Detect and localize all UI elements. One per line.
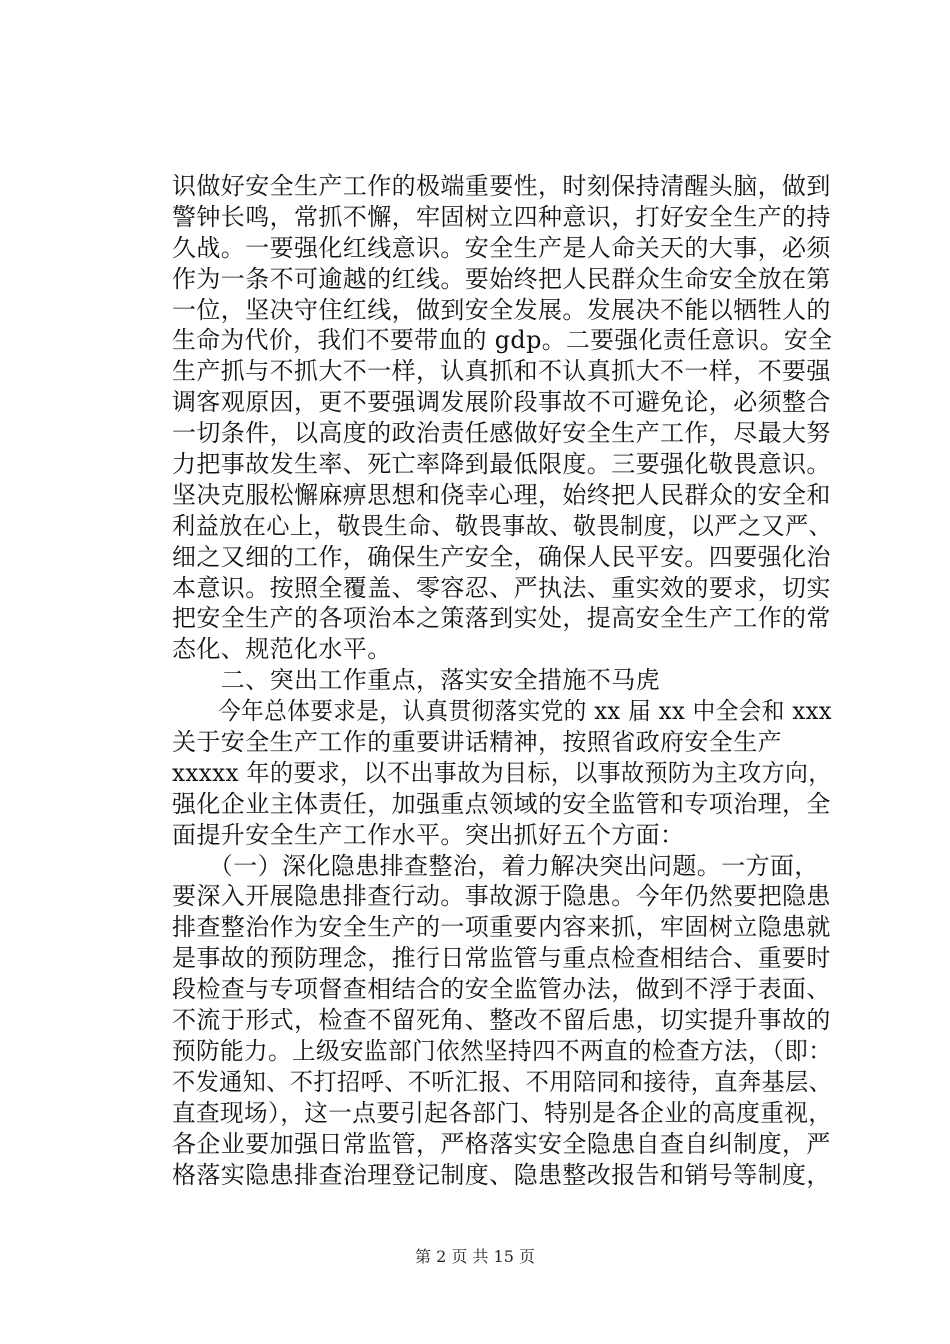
text-line: 力把事故发生率、死亡率降到最低限度。三要强化敬畏意识。 <box>172 450 831 479</box>
text-line: 今年总体要求是，认真贯彻落实党的 xx 届 xx 中全会和 xxx <box>172 697 832 726</box>
text-line: 态化、规范化水平。 <box>172 635 392 664</box>
text-line: 作为一条不可逾越的红线。要始终把人民群众生命安全放在第 <box>172 264 831 293</box>
text-line: 不流于形式，检查不留死角、整改不留后患，切实提升事故的 <box>172 1006 831 1035</box>
text-line: 警钟长鸣，常抓不懈，牢固树立四种意识，打好安全生产的持 <box>172 202 831 231</box>
text-line: （一）深化隐患排查整治，着力解决突出问题。一方面， <box>172 851 819 880</box>
document-body <box>172 171 832 1190</box>
text-line: 一切条件，以高度的政治责任感做好安全生产工作，尽最大努 <box>172 419 831 448</box>
text-line: 排查整治作为安全生产的一项重要内容来抓，牢固树立隐患就 <box>172 913 831 942</box>
text-line: 识做好安全生产工作的极端重要性，时刻保持清醒头脑，做到 <box>172 172 831 200</box>
text-line: 不发通知、不打招呼、不听汇报、不用陪同和接待，直奔基层、 <box>172 1067 833 1096</box>
text-line: 利益放在心上，敬畏生命、敬畏事故、敬畏制度，以严之又严、 <box>172 511 833 540</box>
text-line: 坚决克服松懈麻痹思想和侥幸心理，始终把人民群众的安全和 <box>172 480 831 509</box>
text-line: 细之又细的工作，确保生产安全，确保人民平安。四要强化治 <box>172 542 831 571</box>
text-line: 生命为代价，我们不要带血的 gdp。二要强化责任意识。安全 <box>172 326 833 355</box>
text-line: 预防能力。上级安监部门依然坚持四不两直的检查方法，（即： <box>172 1036 833 1065</box>
text-line: 强化企业主体责任，加强重点领域的安全监管和专项治理，全 <box>172 789 831 818</box>
text-line: xxxxx 年的要求，以不出事故为目标，以事故预防为主攻方向， <box>172 758 832 787</box>
text-line: 调客观原因，更不要强调发展阶段事故不可避免论，必须整合 <box>172 388 831 417</box>
text-line: 直查现场），这一点要引起各部门、特别是各企业的高度重视， <box>172 1098 833 1127</box>
text-line: 各企业要加强日常监管，严格落实安全隐患自查自纠制度，严 <box>172 1129 831 1158</box>
text-line: 二、突出工作重点，落实安全措施不马虎 <box>172 666 660 695</box>
text-line: 关于安全生产工作的重要讲话精神，按照省政府安全生产 <box>172 728 782 757</box>
text-line: 一位，坚决守住红线，做到安全发展。发展决不能以牺牲人的 <box>172 295 831 324</box>
text-line: 久战。一要强化红线意识。安全生产是人命关天的大事，必须 <box>172 233 831 262</box>
text-line: 本意识。按照全覆盖、零容忍、严执法、重实效的要求，切实 <box>172 573 831 602</box>
text-line: 面提升安全生产工作水平。突出抓好五个方面： <box>172 820 685 849</box>
text-line: 把安全生产的各项治本之策落到实处，提高安全生产工作的常 <box>172 604 831 633</box>
text-line: 是事故的预防理念，推行日常监管与重点检查相结合、重要时 <box>172 944 831 973</box>
page-number-footer: 第 2 页 共 15 页 <box>415 1247 535 1266</box>
text-line: 生产抓与不抓大不一样，认真抓和不认真抓大不一样，不要强 <box>172 357 831 386</box>
text-line: 段检查与专项督查相结合的安全监管办法，做到不浮于表面、 <box>172 975 831 1004</box>
text-line: 要深入开展隐患排查行动。事故源于隐患。今年仍然要把隐患 <box>172 882 831 911</box>
text-line: 格落实隐患排查治理登记制度、隐患整改报告和销号等制度， <box>172 1160 831 1189</box>
